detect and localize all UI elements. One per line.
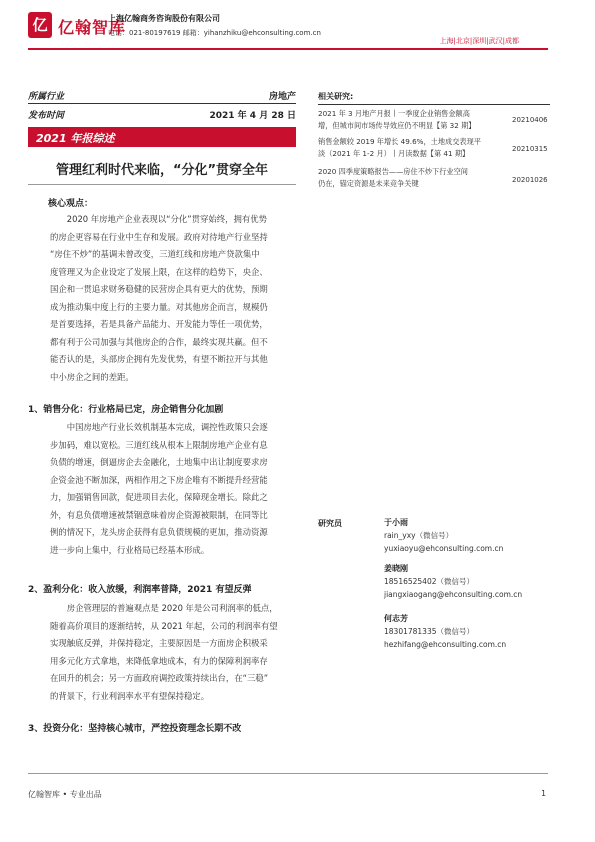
related-line: 淡（2021 年 1-2 月）丨月读数据【第 41 期】 [318,149,470,158]
para-line: 例的情况下，龙头房企获得有息负债规模的更加，推动资源 [50,527,268,537]
section-paragraph-sales [50,419,302,559]
related-line: 2021 年 3 月地产月报丨一季度企业销售金额高 [318,109,470,118]
office-cities: 上海|北京|深圳|武汉|成都 [439,37,519,45]
analyst-name: 于小雨 [384,518,408,527]
contact-info: 电话：021-80197619 邮箱：yihanzhiku@ehconsulting.com.cn [108,29,321,37]
brand-name: 亿翰智库 [58,18,127,37]
related-line: 2020 四季度策略报告——房住不炒下行业空间 [318,167,468,176]
para-line: 能否认的是，头部房企拥有先发优势，有望不断拉开与其他 [50,354,268,364]
industry-label: 所属行业 [28,92,65,102]
banner-text: 2021 年报综述 [36,132,115,145]
analyst-card [384,562,522,601]
related-date: 20210406 [512,116,548,124]
date-row [28,108,296,121]
meta-divider [28,103,296,104]
analyst-wechat: 18301781335（微信号） [384,627,474,636]
para-line: 度管理又为企业设定了发展上限，在这样的趋势下，央企、 [50,266,268,277]
company-logo: 亿 [28,12,52,38]
para-line: “房住不炒”的基调未曾改变，三道红线和房地产贷款集中 [50,249,260,259]
section-heading-sales: 1、销售分化：行业格局已定，房企销售分化加剧 [28,405,224,415]
footer-divider [28,773,548,774]
core-paragraph [50,211,302,386]
section-paragraph-profit [50,600,302,705]
related-line: 销售金额较 2019 年增长 49.6%，土地成交表现平 [318,137,481,146]
header-divider [28,48,548,50]
para-line: 房企管理层的普遍观点是 2020 年是公司利润率的低点， [66,603,278,613]
para-line: 中小房企之间的差距。 [50,371,134,382]
analyst-wechat: 18516525402（微信号） [384,577,474,586]
analyst-card [384,516,503,555]
related-line: 增，但城市间市场传导效应仍不明显【第 32 期】 [318,121,476,130]
para-line: 的背景下，行业利润率水平有望保持稳定。 [50,690,210,701]
analyst-email[interactable]: jiangxiaogang@ehconsulting.com.cn [384,590,523,599]
footer-brand: 亿翰智库 • 专业出品 [28,790,102,799]
company-name: 上海亿翰商务咨询股份有限公司 [108,14,220,23]
title-divider [28,184,296,185]
section-heading-investment: 3、投资分化：坚持核心城市，严控投资理念长期不改 [28,724,242,734]
core-heading: 核心观点： [48,199,94,209]
para-line: 企资金池不断加深，两相作用之下房企唯有不断提升经营能 [50,474,268,485]
related-divider [318,104,550,105]
industry-row [28,89,296,102]
analyst-wechat: rain_yxy（微信号） [384,531,454,540]
related-research-label: 相关研究: [318,92,354,101]
related-item[interactable] [318,166,508,190]
para-line: 成为推动集中度上行的主要力量。对其他房企而言，规模仍 [50,301,268,312]
para-line: 在回升的机会；另一方面政府调控政策持续出台，在“三稳” [50,673,269,683]
date-value: 2021 年 4 月 28 日 [209,111,296,121]
para-line: 都有利于公司加强与其他房企的合作，最终实现共赢。但不 [50,336,268,347]
analyst-label: 研究员 [318,519,342,528]
para-line: 用多元化方式拿地，来降低拿地成本，有力的保障利润率存 [50,655,268,666]
analyst-card [384,612,506,651]
analyst-name: 何志芳 [384,614,408,623]
industry-value: 房地产 [268,92,296,102]
related-item[interactable] [318,108,508,132]
para-line: 的房企更容易在行业中生存和发展。政府对待地产行业坚持 [50,231,268,242]
related-item[interactable] [318,136,508,160]
para-line: 负债的增速，倒逼房企去金融化，土地集中出让制度要求房 [50,457,268,467]
page-number: 1 [541,789,547,798]
para-line: 外，有息负债增速被禁锢意味着房企资源被限制，在同等比 [50,509,268,520]
related-date: 20201026 [512,176,548,184]
para-line: 实现触底反弹，并保持稳定，主要原因是一方面房企积极采 [50,638,268,648]
report-banner [28,127,296,147]
related-date: 20210315 [512,145,548,153]
para-line: 是首要选择，若是具备产品能力、开发能力等任一项优势， [50,319,268,329]
report-title: 管理红利时代来临，“分化”贯穿全年 [55,163,269,178]
para-line: 步加码，难以宽松。三道红线从根本上限制房地产企业有息 [50,439,268,450]
para-line: 2020 年房地产企业表现以“分化”贯穿始终，拥有优势 [66,214,267,224]
date-label: 发布时间 [28,111,65,121]
para-line: 随着高价项目的逐渐结转，从 2021 年起，公司的利润率有望 [50,620,278,631]
para-line: 国企和一贯追求财务稳健的民营房企具有更大的优势，预期 [50,284,268,294]
analyst-name: 姜晓刚 [384,564,408,573]
para-line: 进一步向上集中，行业格局已经基本形成。 [50,544,210,555]
section-heading-profit: 2、盈利分化：收入放缓，利润率普降，2021 有望反弹 [28,585,252,595]
analyst-email[interactable]: hezhifang@ehconsulting.com.cn [384,640,507,649]
para-line: 中国房地产行业长效机制基本完成，调控性政策只会逐 [66,422,268,432]
para-line: 力，加强销售回款，促进项目去化，保障现金增长。除此之 [50,492,268,502]
analyst-email[interactable]: yuxiaoyu@ehconsulting.com.cn [384,544,504,553]
related-line: 仍在，锚定资源是未来竞争关键 [318,179,419,188]
